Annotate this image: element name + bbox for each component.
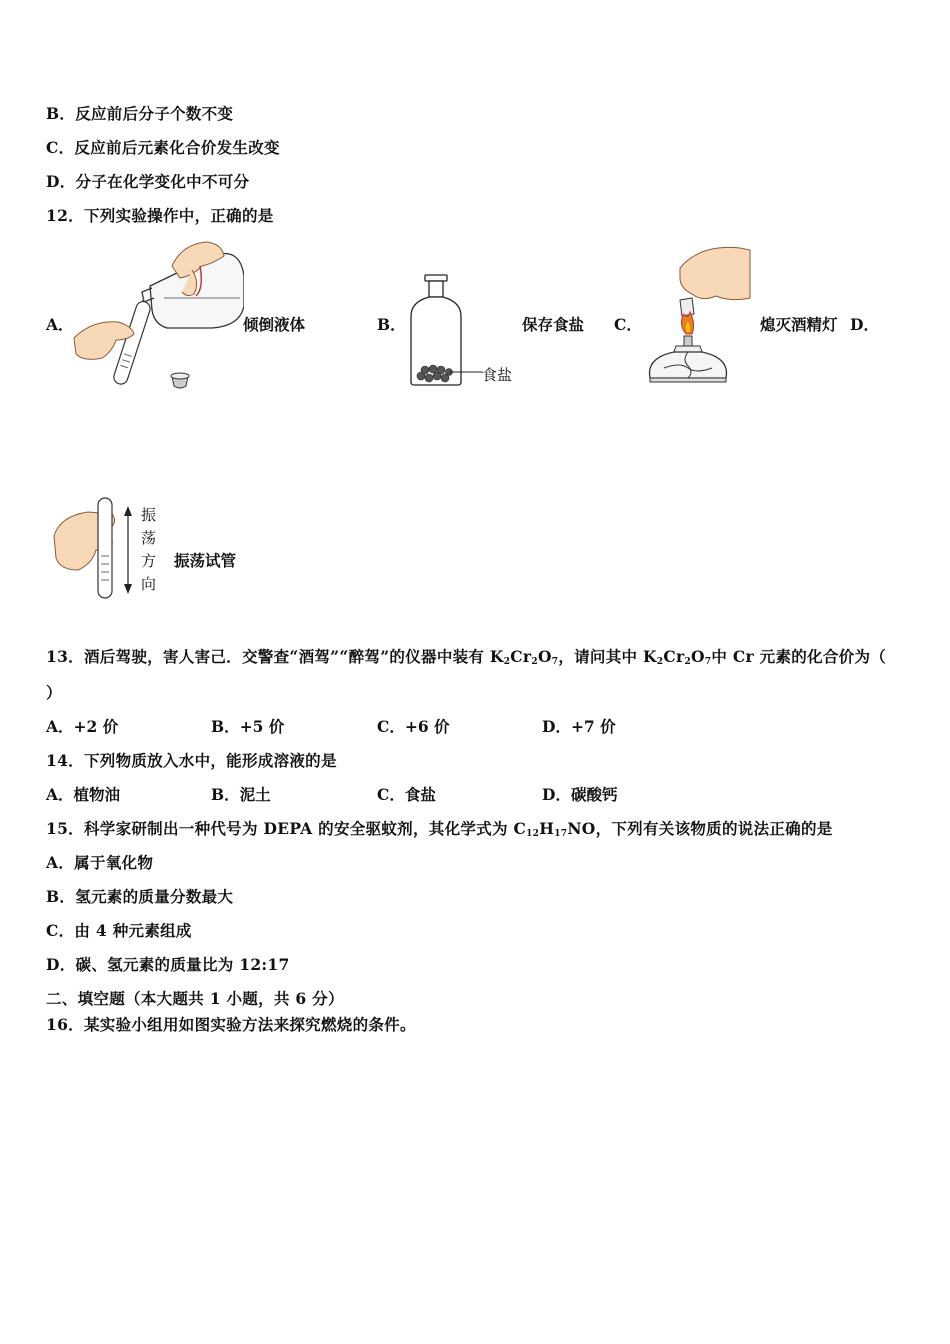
q13-stem-continued: ） xyxy=(46,683,62,702)
q12-option-d-letter: D． xyxy=(850,315,879,334)
pour-liquid-figure xyxy=(72,236,244,396)
q13-option-c: C．+6 价 xyxy=(377,717,450,736)
q12-option-b-caption: 保存食盐 xyxy=(522,315,585,334)
q14-option-c: C．食盐 xyxy=(377,785,436,804)
q15-option-c: C．由 4 种元素组成 xyxy=(46,921,192,940)
alcohol-lamp-figure xyxy=(640,240,752,392)
q15-option-a: A．属于氧化物 xyxy=(46,853,154,872)
q14-option-d: D．碳酸钙 xyxy=(542,785,618,804)
q13-option-a: A．+2 价 xyxy=(46,717,119,736)
shake-label-char: 荡 xyxy=(141,529,157,547)
q12-option-d-caption: 振荡试管 xyxy=(174,551,237,570)
q13-option-b: B．+5 价 xyxy=(211,717,285,736)
q12-option-c-caption: 熄灭酒精灯 xyxy=(760,315,838,334)
shake-direction-label xyxy=(141,504,156,596)
q12-option-a-caption: 倾倒液体 xyxy=(243,315,306,334)
q14-option-a: A．植物油 xyxy=(46,785,121,804)
q12-option-a-letter: A． xyxy=(46,315,74,334)
q14-stem: 14．下列物质放入水中，能形成溶液的是 xyxy=(46,751,337,770)
q12-stem: 12．下列实验操作中，正确的是 xyxy=(46,206,274,225)
q11-option-d: D．分子在化学变化中不可分 xyxy=(46,172,250,191)
section-2-title: 二、填空题（本大题共 1 小题，共 6 分） xyxy=(46,989,344,1008)
salt-pointer-line xyxy=(449,368,483,376)
shake-label-char: 方 xyxy=(141,552,157,570)
q13-option-d: D．+7 价 xyxy=(542,717,616,736)
q12-option-c-letter: C． xyxy=(614,315,642,334)
shake-tube-figure xyxy=(52,494,140,602)
q13-stem: 13．酒后驾驶，害人害己．交警查“酒驾”“醉驾”的仪器中装有 $K_2Cr_2O_7$，请问其中 $K_2Cr_2O_7$中 Cr 元素的化合价为（ xyxy=(46,647,887,667)
q11-option-b: B．反应前后分子个数不变 xyxy=(46,104,234,123)
q11-option-c: C．反应前后元素化合价发生改变 xyxy=(46,138,280,157)
shake-label-char: 振 xyxy=(141,506,157,524)
q14-option-b: B．泥土 xyxy=(211,785,271,804)
q12-option-b-letter: B． xyxy=(377,315,406,334)
q15-option-b: B．氢元素的质量分数最大 xyxy=(46,887,234,906)
q15-option-d: D．碳、氢元素的质量比为 12:17 xyxy=(46,955,290,974)
salt-label: 食盐 xyxy=(482,366,513,384)
shake-label-char: 向 xyxy=(141,575,157,593)
q15-stem: 15．科学家研制出一种代号为 DEPA 的安全驱蚊剂，其化学式为 $C_{12}H_{17}NO$，下列有关该物质的说法正确的是 xyxy=(46,819,833,839)
q16-stem: 16．某实验小组用如图实验方法来探究燃烧的条件。 xyxy=(46,1015,416,1034)
